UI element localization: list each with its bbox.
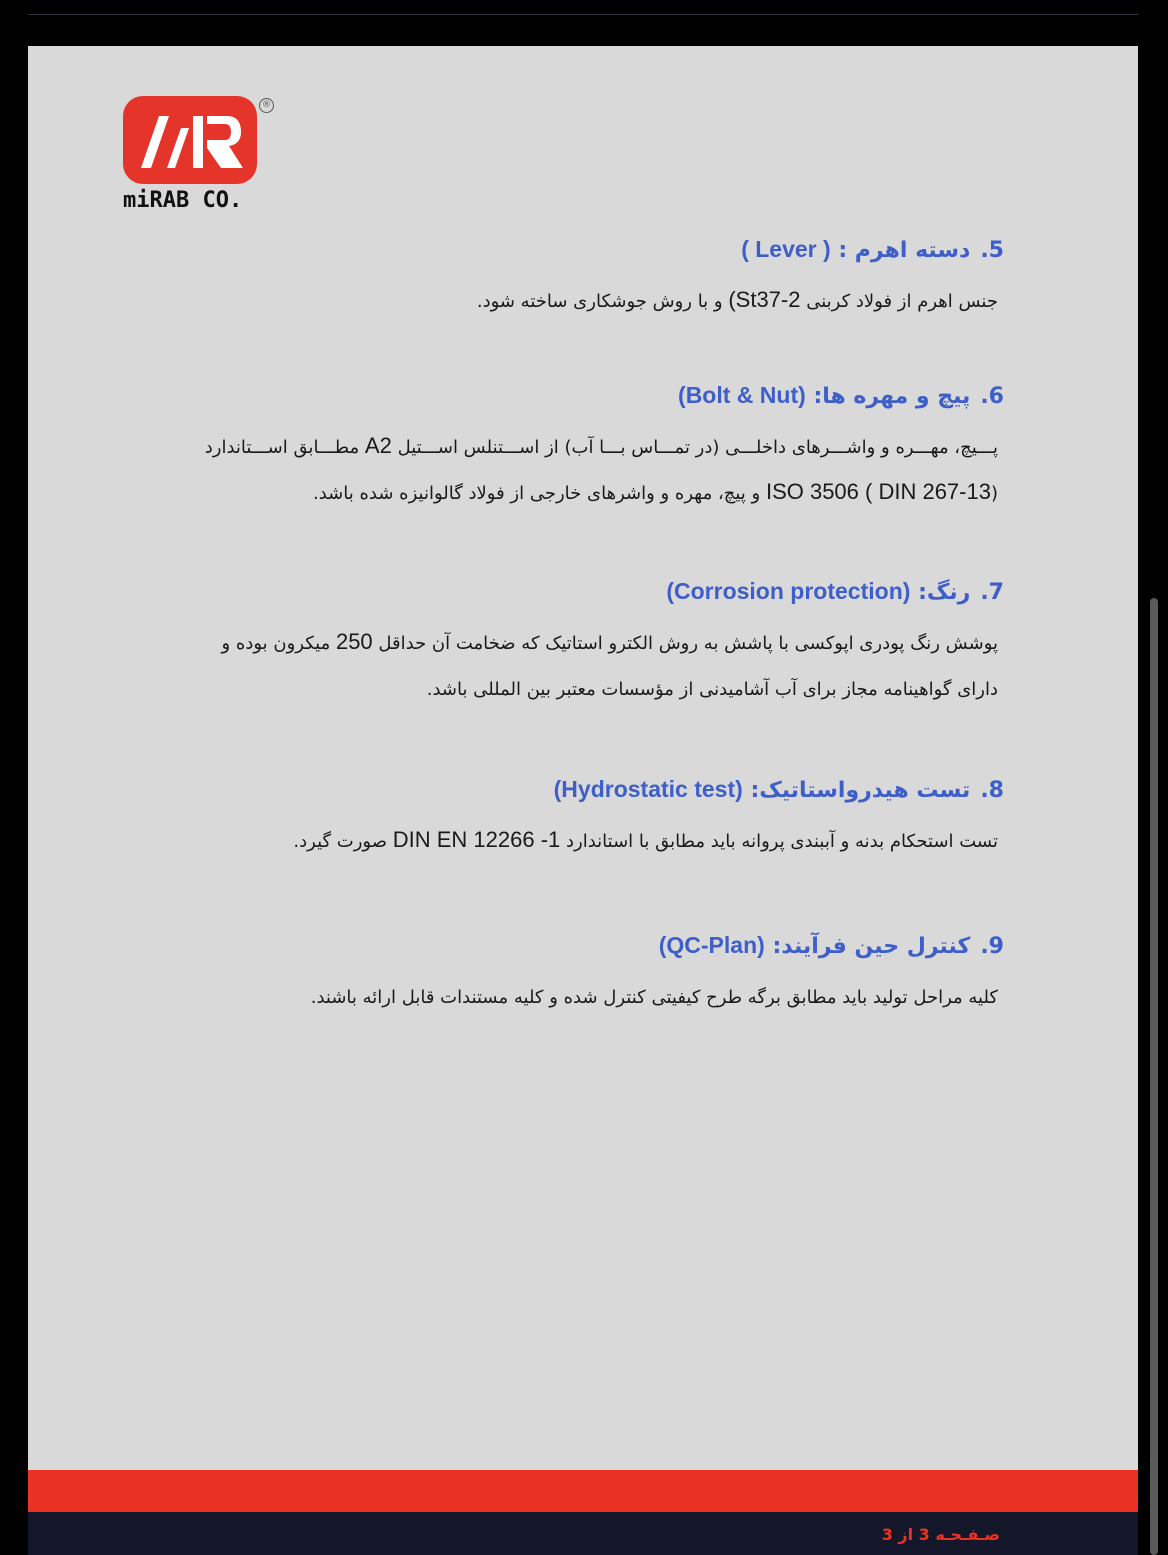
section-title-fa: تست هیدرواستاتیک: — [742, 778, 971, 803]
section-body — [124, 974, 1004, 1020]
section-title-en: (QC-Plan) — [658, 932, 765, 958]
company-name: miRAB CO. — [123, 188, 243, 213]
spec-section — [124, 234, 1004, 324]
body-text: مطـــابق اســـتاندارد — [204, 437, 365, 458]
body-line — [124, 818, 998, 864]
section-number: .8 — [980, 778, 1004, 803]
spec-section — [124, 576, 1004, 712]
top-divider — [28, 14, 1138, 15]
section-number: .5 — [980, 238, 1004, 263]
page-current: 3 — [918, 1525, 930, 1544]
section-title-fa: کنترل حین فرآیند: — [764, 934, 971, 959]
body-latin-term: (St37-2 — [728, 287, 801, 312]
body-latin-term: A2 — [364, 433, 392, 458]
body-text: ( — [990, 483, 998, 504]
section-title-en: (Bolt & Nut) — [678, 382, 806, 408]
company-logo — [123, 96, 283, 216]
section-body — [124, 620, 1004, 712]
body-text: پـــیچ، مهـــره و واشـــرهای داخلـــی (در تمـــاس بـــا آب) از اســـتنلس اســـتیل — [391, 437, 998, 458]
section-number: .6 — [980, 384, 1004, 409]
body-line — [124, 424, 998, 470]
body-text: و با روش جوشکاری ساخته شود. — [476, 291, 729, 312]
body-text: و پیچ، مهره و واشرهای خارجی از فولاد گالوانیزه شده باشد. — [313, 483, 766, 504]
body-latin-term: 250 — [335, 629, 373, 654]
section-title — [124, 774, 1004, 806]
spec-section — [124, 930, 1004, 1020]
spec-section — [124, 774, 1004, 864]
section-title — [124, 380, 1004, 412]
spec-section — [124, 380, 1004, 516]
section-title-fa: پیچ و مهره ها: — [805, 384, 971, 409]
registered-mark: ® — [259, 98, 274, 113]
section-title-en: (Corrosion protection) — [666, 578, 911, 604]
body-line — [124, 666, 998, 712]
section-title-fa: دسته اهرم : — [830, 238, 971, 263]
body-line — [124, 974, 998, 1020]
body-latin-term: DIN EN 12266 -1 — [392, 827, 561, 852]
body-text: صورت گیرد. — [293, 831, 393, 852]
section-number: .9 — [980, 934, 1004, 959]
document-page — [28, 46, 1138, 1555]
body-line — [124, 470, 998, 516]
page-total: 3 — [881, 1525, 893, 1544]
vertical-scrollbar[interactable] — [1150, 598, 1158, 1555]
body-text: دارای گواهینامه مجاز برای آب آشامیدنی از مؤسسات معتبر بین المللی باشد. — [426, 679, 998, 700]
logo-mark-icon — [123, 96, 257, 184]
section-number: .7 — [980, 580, 1004, 605]
page-label: صـفـحـه — [929, 1525, 1000, 1544]
body-text: پوشش رنگ پودری اپوکسی با پاشش به روش الکترو استاتیک که ضخامت آن حداقل — [372, 633, 998, 654]
section-title — [124, 930, 1004, 962]
section-title-fa: رنگ: — [910, 580, 971, 605]
body-text: تست استحکام بدنه و آببندی پروانه باید مطابق با استاندارد — [560, 831, 998, 852]
page-separator: از — [892, 1525, 919, 1544]
body-text: کلیه مراحل تولید باید مطابق برگه طرح کیفیتی کنترل شده و کلیه مستندات قابل ارائه باشند. — [310, 987, 998, 1008]
page-number — [882, 1525, 1000, 1544]
section-body — [124, 424, 1004, 516]
body-line — [124, 278, 998, 324]
section-title-en: ( Lever ) — [741, 236, 831, 262]
section-body — [124, 818, 1004, 864]
body-text: میکرون بوده و — [221, 633, 336, 654]
footer-red-band — [28, 1470, 1138, 1512]
body-latin-term: ISO 3506 ( DIN 267-13 — [765, 479, 991, 504]
body-text: جنس اهرم از فولاد کربنی — [800, 291, 998, 312]
section-title — [124, 234, 1004, 266]
section-title — [124, 576, 1004, 608]
section-title-en: (Hydrostatic test) — [553, 776, 743, 802]
section-body — [124, 278, 1004, 324]
body-line — [124, 620, 998, 666]
